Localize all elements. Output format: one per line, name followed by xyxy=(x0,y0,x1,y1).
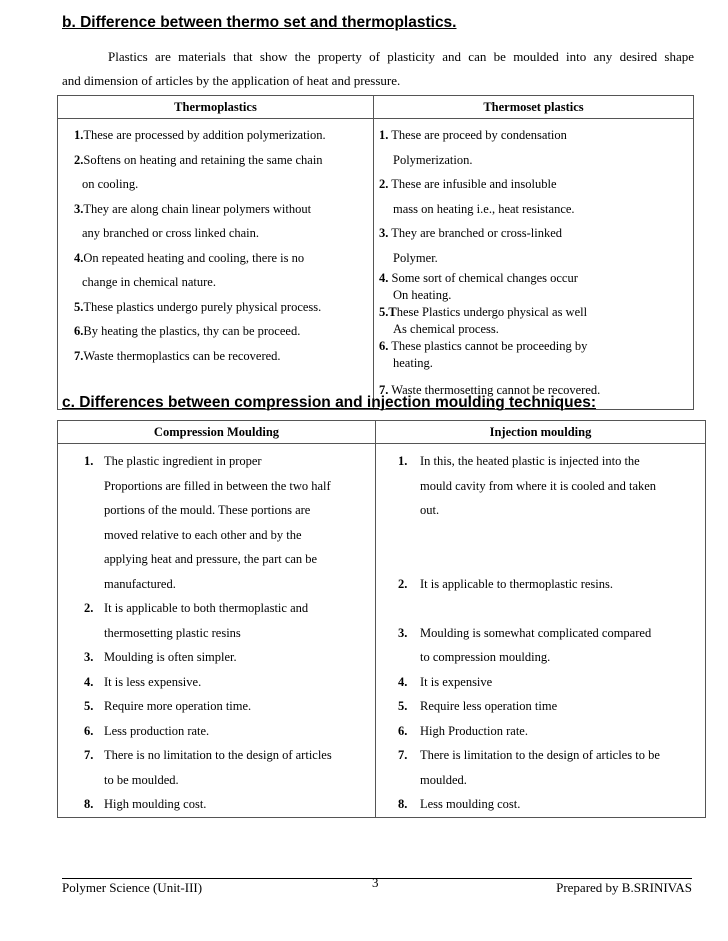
list-line xyxy=(379,270,685,287)
thermo-comparison-table xyxy=(57,95,694,410)
item-number: 7. xyxy=(398,748,408,762)
list-line xyxy=(84,694,371,719)
item-number: 1. xyxy=(398,454,408,468)
list-line xyxy=(74,246,367,271)
item-text: Softens on heating and retaining the same chain xyxy=(83,152,323,167)
list-line xyxy=(379,197,685,222)
item-text: High Production rate. xyxy=(420,723,528,738)
item-text: manufactured. xyxy=(104,576,176,591)
item-number: 5. xyxy=(84,699,94,713)
item-number: 6. xyxy=(379,339,389,353)
item-text: These are proceed by condensation xyxy=(388,128,567,142)
list-line xyxy=(398,498,695,523)
item-text: change in chemical nature. xyxy=(82,275,216,289)
list-line xyxy=(84,498,371,523)
list-line xyxy=(398,621,695,646)
item-number: 4. xyxy=(84,674,94,689)
list-line xyxy=(398,719,695,744)
list-line xyxy=(398,694,695,719)
list-line xyxy=(398,645,695,670)
injection-cell xyxy=(376,444,706,818)
item-number: 2. xyxy=(398,576,408,591)
item-text: heating. xyxy=(393,356,433,370)
list-line xyxy=(84,523,371,548)
item-text: Require more operation time. xyxy=(104,699,252,713)
footer-right: Prepared by B.SRINIVAS xyxy=(556,880,692,895)
item-text: Moulding is somewhat complicated compared xyxy=(420,625,652,640)
item-text: It is expensive xyxy=(420,674,493,689)
item-number: 3. xyxy=(379,226,389,240)
list-line xyxy=(398,792,695,817)
list-line xyxy=(379,287,685,304)
item-text: There is limitation to the design of articles to be xyxy=(420,748,660,762)
thermoset-cell xyxy=(374,119,694,410)
table-c-header-injection: Injection moulding xyxy=(376,421,706,444)
item-number: 1. xyxy=(84,454,94,468)
list-line xyxy=(84,547,371,572)
item-text: They are along chain linear polymers without xyxy=(83,201,312,216)
item-text: It is less expensive. xyxy=(104,674,202,689)
list-line xyxy=(84,792,371,817)
item-number: 5. xyxy=(398,699,408,713)
item-text: Less moulding cost. xyxy=(420,797,521,811)
list-line xyxy=(398,523,695,548)
section-c-heading: c. Differences between compression and injection moulding techniques: xyxy=(62,394,596,411)
item-text: By heating the plastics, thy can be proceed. xyxy=(83,324,301,338)
item-text: There is no limitation to the design of articles xyxy=(104,748,332,762)
item-number: 2. xyxy=(84,601,94,615)
item-number: 8. xyxy=(84,797,94,811)
list-line xyxy=(74,221,367,246)
list-line xyxy=(379,321,685,338)
list-line xyxy=(84,449,371,474)
intro-line-1: Plastics are materials that show the property of plasticity and can be moulded into any desired shape xyxy=(108,49,694,64)
item-number: 7. xyxy=(74,348,84,363)
moulding-comparison-table xyxy=(57,420,706,818)
item-number: 1. xyxy=(379,128,389,142)
list-line xyxy=(398,547,695,572)
list-line xyxy=(74,123,367,148)
item-text: As chemical process. xyxy=(393,322,499,336)
list-line xyxy=(84,768,371,793)
item-text: On repeated heating and cooling, there is no xyxy=(83,250,305,265)
item-text: to compression moulding. xyxy=(420,650,551,664)
list-line xyxy=(74,172,367,197)
list-line xyxy=(379,338,685,355)
item-number: 4. xyxy=(74,250,84,265)
list-line xyxy=(379,123,685,148)
list-line xyxy=(398,572,695,597)
item-number: 2. xyxy=(379,177,389,191)
item-text: These are processed by addition polymerization. xyxy=(83,128,326,142)
item-number: 7. xyxy=(379,383,389,397)
item-text: any branched or cross linked chain. xyxy=(82,226,260,240)
list-line xyxy=(379,304,685,321)
item-text: on cooling. xyxy=(82,177,139,191)
item-text: moved relative to each other and by the xyxy=(104,527,302,542)
item-number: 4. xyxy=(379,271,389,285)
table-c-header-compression: Compression Moulding xyxy=(58,421,376,444)
item-text: Waste thermoplastics can be recovered. xyxy=(83,348,281,363)
item-text: Require less operation time xyxy=(420,699,558,713)
item-number: 3. xyxy=(398,625,408,640)
item-text: Moulding is often simpler. xyxy=(104,650,237,664)
item-text: Waste thermosetting cannot be recovered. xyxy=(388,383,601,397)
item-number: 8. xyxy=(398,797,408,811)
item-number: 6. xyxy=(74,324,84,338)
page-number: 3 xyxy=(372,875,379,890)
list-line xyxy=(398,596,695,621)
list-line xyxy=(74,270,367,295)
item-text: On heating. xyxy=(393,288,452,302)
list-line xyxy=(84,719,371,744)
item-number: 3. xyxy=(84,650,94,664)
list-line xyxy=(84,645,371,670)
thermoplastics-cell xyxy=(58,119,374,410)
list-line xyxy=(379,221,685,246)
item-text: These plastics undergo purely physical process. xyxy=(83,299,322,314)
list-line xyxy=(74,197,367,222)
list-line xyxy=(84,474,371,499)
thermoset-list xyxy=(374,119,693,409)
list-line xyxy=(379,172,685,197)
item-text: hese Plastics undergo physical as well xyxy=(396,305,588,319)
item-text: thermosetting plastic resins xyxy=(104,625,241,640)
section-b-heading: b. Difference between thermo set and thermoplastics. xyxy=(62,14,457,31)
table-b-header-thermoplastics: Thermoplastics xyxy=(58,96,374,119)
intro-line-2: and dimension of articles by the application of heat and pressure. xyxy=(62,73,401,88)
item-text: It is applicable to both thermoplastic and xyxy=(104,601,309,615)
item-number: 5. xyxy=(74,299,84,314)
item-text: In this, the heated plastic is injected into the xyxy=(420,454,640,468)
list-line xyxy=(379,246,685,271)
item-number: 7. xyxy=(84,748,94,762)
table-b-header-thermoset: Thermoset plastics xyxy=(374,96,694,119)
list-line xyxy=(84,572,371,597)
item-number: 6. xyxy=(398,723,408,738)
list-line xyxy=(398,743,695,768)
item-text: out. xyxy=(420,503,440,517)
list-line xyxy=(398,670,695,695)
item-text: Some sort of chemical changes occur xyxy=(388,271,578,285)
item-number: 2. xyxy=(74,152,84,167)
item-text: mass on heating i.e., heat resistance. xyxy=(393,201,575,216)
item-number: 3. xyxy=(74,201,84,216)
injection-list xyxy=(376,444,705,817)
item-text: portions of the mould. These portions are xyxy=(104,503,311,517)
compression-cell xyxy=(58,444,376,818)
list-line xyxy=(84,743,371,768)
list-line xyxy=(74,148,367,173)
list-line xyxy=(84,670,371,695)
item-number: 6. xyxy=(84,723,94,738)
item-text: They are branched or cross-linked xyxy=(388,226,563,240)
item-text: It is applicable to thermoplastic resins. xyxy=(420,576,614,591)
list-line xyxy=(84,621,371,646)
item-text: Proportions are filled in between the two half xyxy=(104,478,331,493)
item-text: moulded. xyxy=(420,772,467,787)
item-text: Less production rate. xyxy=(104,723,210,738)
list-line xyxy=(379,148,685,173)
list-line xyxy=(74,319,367,344)
item-number: 1. xyxy=(74,128,84,142)
item-text: These plastics cannot be proceeding by xyxy=(388,339,588,353)
list-line xyxy=(74,344,367,369)
thermoplastics-list xyxy=(58,119,373,368)
item-number: 4. xyxy=(398,674,408,689)
section-b-intro xyxy=(62,45,694,93)
item-text: High moulding cost. xyxy=(104,797,207,811)
list-line xyxy=(398,449,695,474)
item-number: 5.T xyxy=(379,305,397,319)
item-text: These are infusible and insoluble xyxy=(388,177,557,191)
item-text: to be moulded. xyxy=(104,772,179,787)
item-text: mould cavity from where it is cooled and taken xyxy=(420,478,657,493)
item-text: Polymer. xyxy=(393,250,438,265)
compression-list xyxy=(58,444,375,817)
list-line xyxy=(84,596,371,621)
item-text: applying heat and pressure, the part can be xyxy=(104,552,318,566)
list-line xyxy=(398,768,695,793)
footer-left: Polymer Science (Unit-III) xyxy=(62,880,203,895)
list-line xyxy=(74,295,367,320)
list-line xyxy=(379,355,685,372)
list-line xyxy=(398,474,695,499)
item-text: The plastic ingredient in proper xyxy=(104,454,262,468)
item-text: Polymerization. xyxy=(393,152,473,167)
